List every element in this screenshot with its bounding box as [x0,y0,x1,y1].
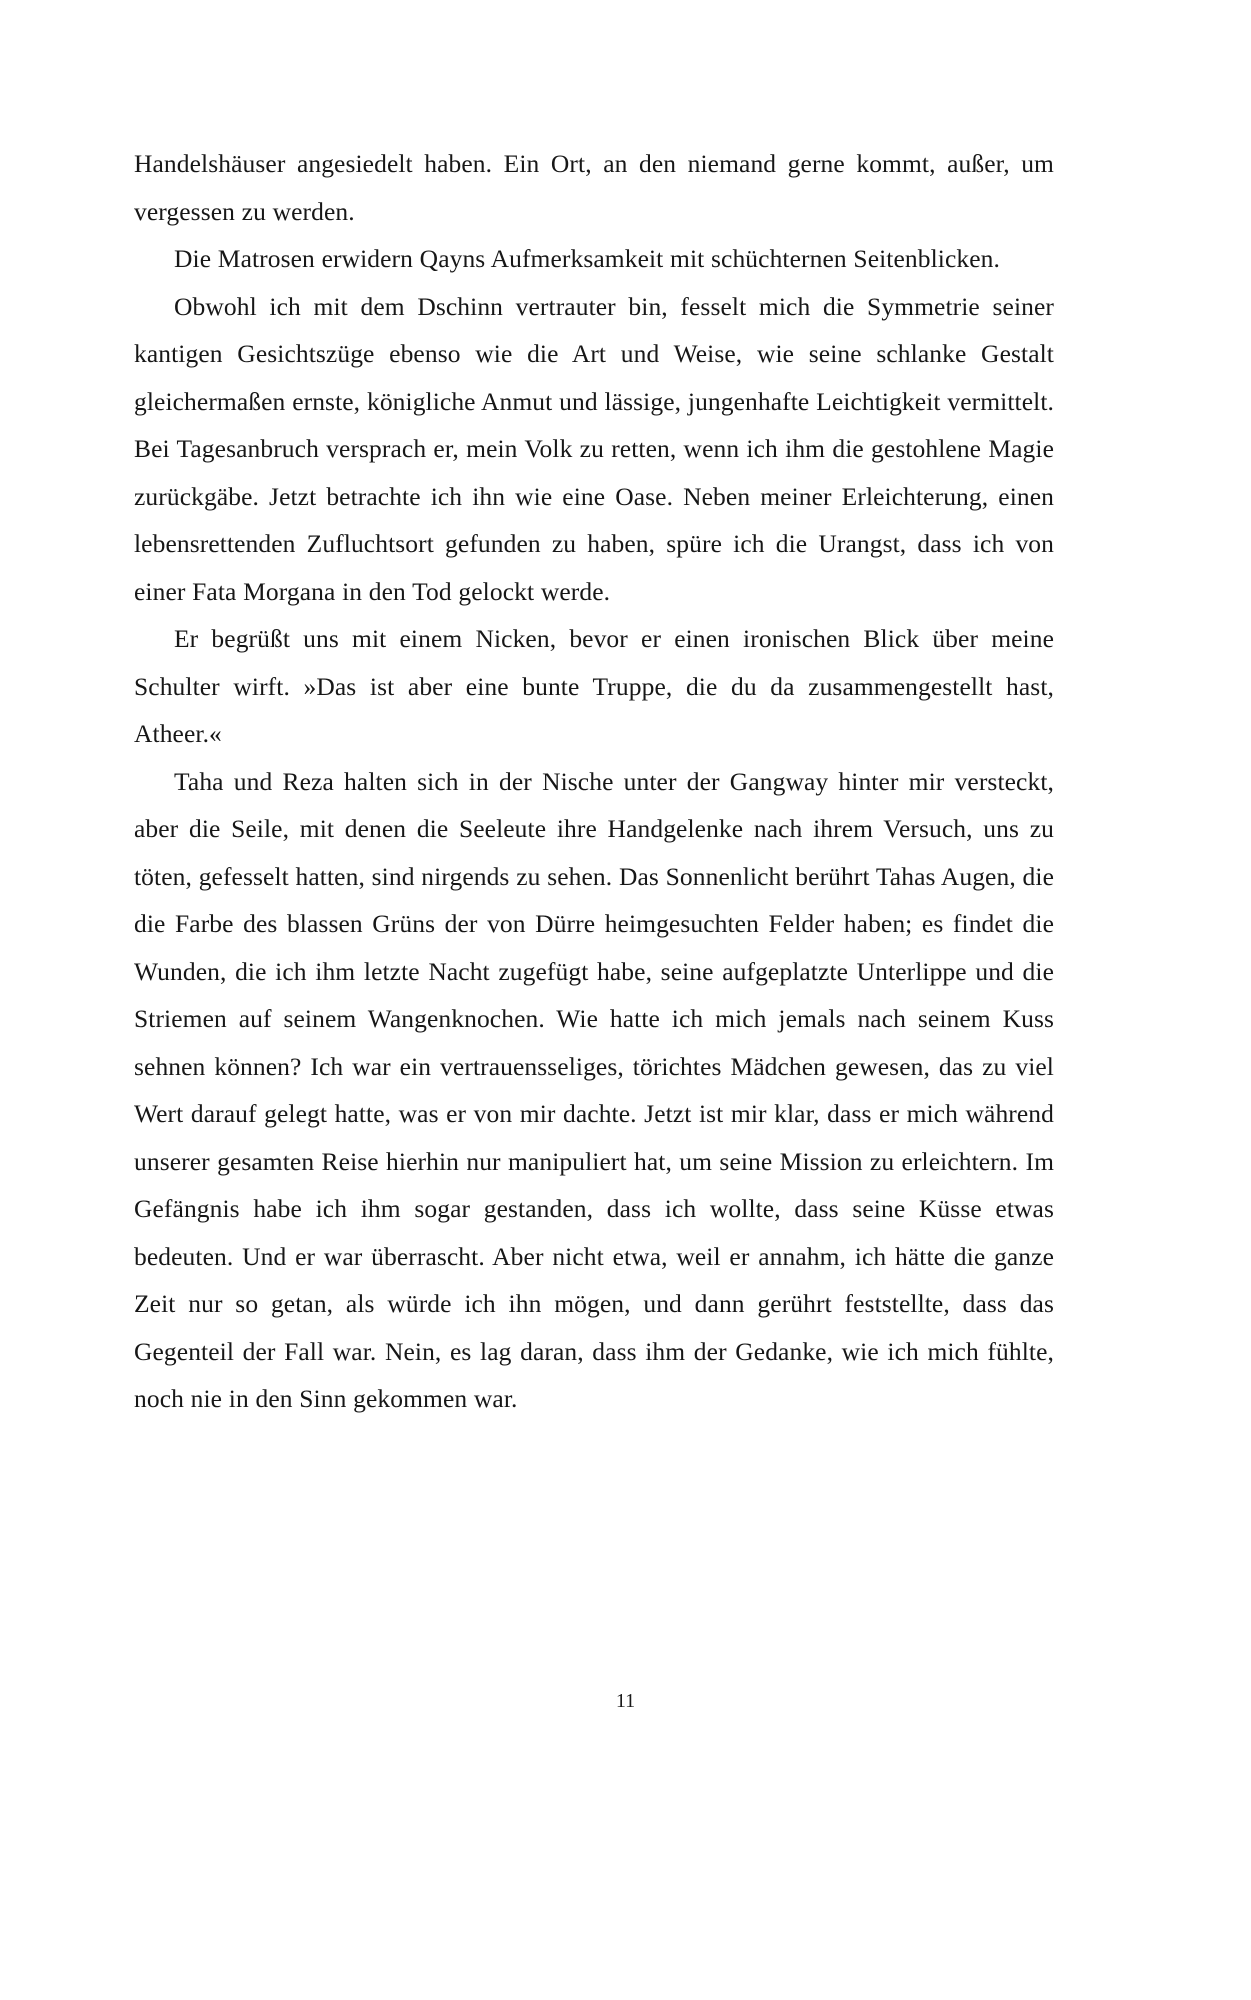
paragraph: Die Matrosen erwidern Qayns Aufmerksamkeit mit schüchternen Seitenblicken. [174,244,1000,273]
paragraph: Taha und Reza halten sich in der Nische unter der Gangway hinter mir versteckt, aber die Seile, mit denen die Seeleute ihre Handgelenke nach ihrem Versuch, uns zu töten, gefesselt hatten, sind nirgends zu sehen. Das Sonnenlicht berührt Tahas Augen, die die Farbe des blassen Grüns der von Dürre heimgesuchten Felder haben; es findet die Wunden, die ich ihm letzte Nacht zugefügt habe, seine aufgeplatzte Unterlippe und die Striemen auf seinem Wangenknochen. Wie hatte ich mich jemals nach seinem Kuss sehnen können? Ich war ein vertrauensseliges, törichtes Mädchen gewesen, das zu viel Wert darauf gelegt hatte, was er von mir dachte. Jetzt ist mir klar, dass er mich während unserer gesamten Reise hierhin nur manipuliert hat, um seine Mission zu erleichtern. Im Gefängnis habe ich ihm sogar gestanden, dass ich wollte, dass seine Küsse etwas bedeuten. Und er war überrascht. Aber nicht etwa, weil er annahm, ich hätte die ganze Zeit nur so getan, als würde ich ihn mögen, und dann gerührt feststellte, dass das Gegenteil der Fall war. Nein, es lag daran, dass ihm der Gedanke, wie ich mich fühlte, noch nie in den Sinn gekommen war. [134,766,1054,1413]
paragraph: Obwohl ich mit dem Dschinn vertrauter bin, fesselt mich die Symmetrie seiner kantigen Gesichtszüge ebenso wie die Art und Weise, wie seine schlanke Gestalt gleichermaßen ernste, königliche Anmut und lässige, jungenhafte Leichtigkeit vermittelt. Bei Tagesanbruch versprach er, mein Volk zu retten, wenn ich ihm die gestohlene Magie zurückgäbe. Jetzt betrachte ich ihn wie eine Oase. Neben meiner Erleichterung, einen lebensrettenden Zufluchtsort gefunden zu haben, spüre ich die Urangst, dass ich von einer Fata Morgana in den Tod gelockt werde. [134,291,1054,606]
page-number: 11 [615,1690,636,1712]
paragraph: Er begrüßt uns mit einem Nicken, bevor er einen ironischen Blick über meine Schulter wirft. »Das ist aber eine bunte Truppe, die du da zusammengestellt hast, Atheer.« [134,624,1054,748]
body-text [134,140,1054,1423]
paragraph: Handelshäuser angesiedelt haben. Ein Ort, an den niemand gerne kommt, außer, um vergessen zu werden. [134,149,1054,226]
